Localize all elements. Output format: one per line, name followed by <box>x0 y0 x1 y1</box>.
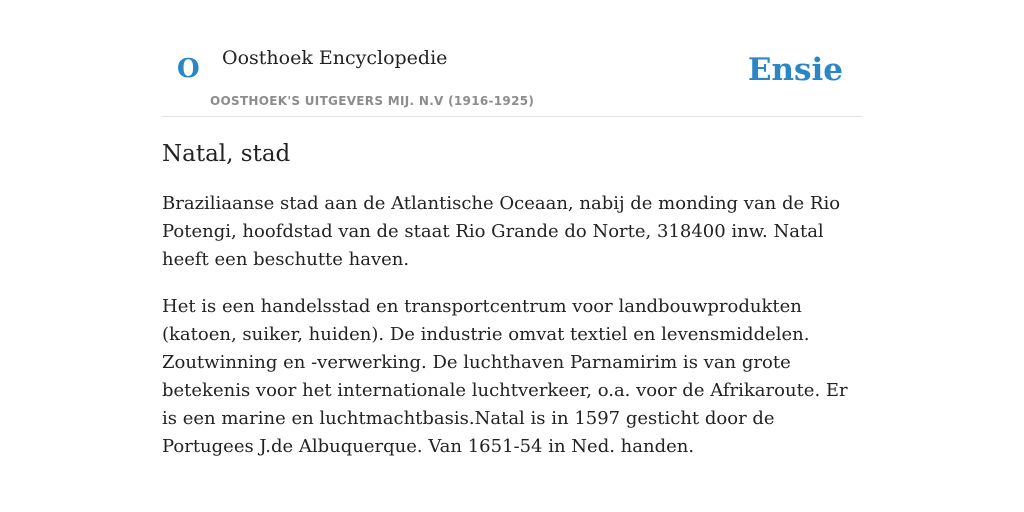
encyclopedia-title[interactable]: Oosthoek Encyclopedie <box>222 47 448 69</box>
encyclopedia-logo[interactable]: O <box>177 54 200 84</box>
site-header <box>162 0 862 117</box>
article-title: Natal, stad <box>162 141 291 167</box>
ensie-brand-link[interactable]: Ensie <box>747 52 843 88</box>
article-paragraph: Het is een handelsstad en transportcentrum voor landbouwprodukten (katoen, suiker, huiden). De industrie omvat textiel en levensmiddelen. Zoutwinning en -verwerking. De luchthaven Parnamirim is van grote betekenis voor het internationale luchtverkeer, o.a. voor de Afrikaroute. Er is een marine en luchtmachtbasis.Natal is in 1597 gesticht door de Portugees J.de Albuquerque. Van 1651-54 in Ned. handen. <box>162 296 848 457</box>
article-paragraph: Braziliaanse stad aan de Atlantische Oceaan, nabij de monding van de Rio Potengi, hoofdstad van de staat Rio Grande do Norte, 318400 inw. Natal heeft een beschutte haven. <box>162 193 841 270</box>
article <box>162 136 867 480</box>
publisher-label: OOSTHOEK'S UITGEVERS MIJ. N.V (1916-1925) <box>210 94 535 108</box>
